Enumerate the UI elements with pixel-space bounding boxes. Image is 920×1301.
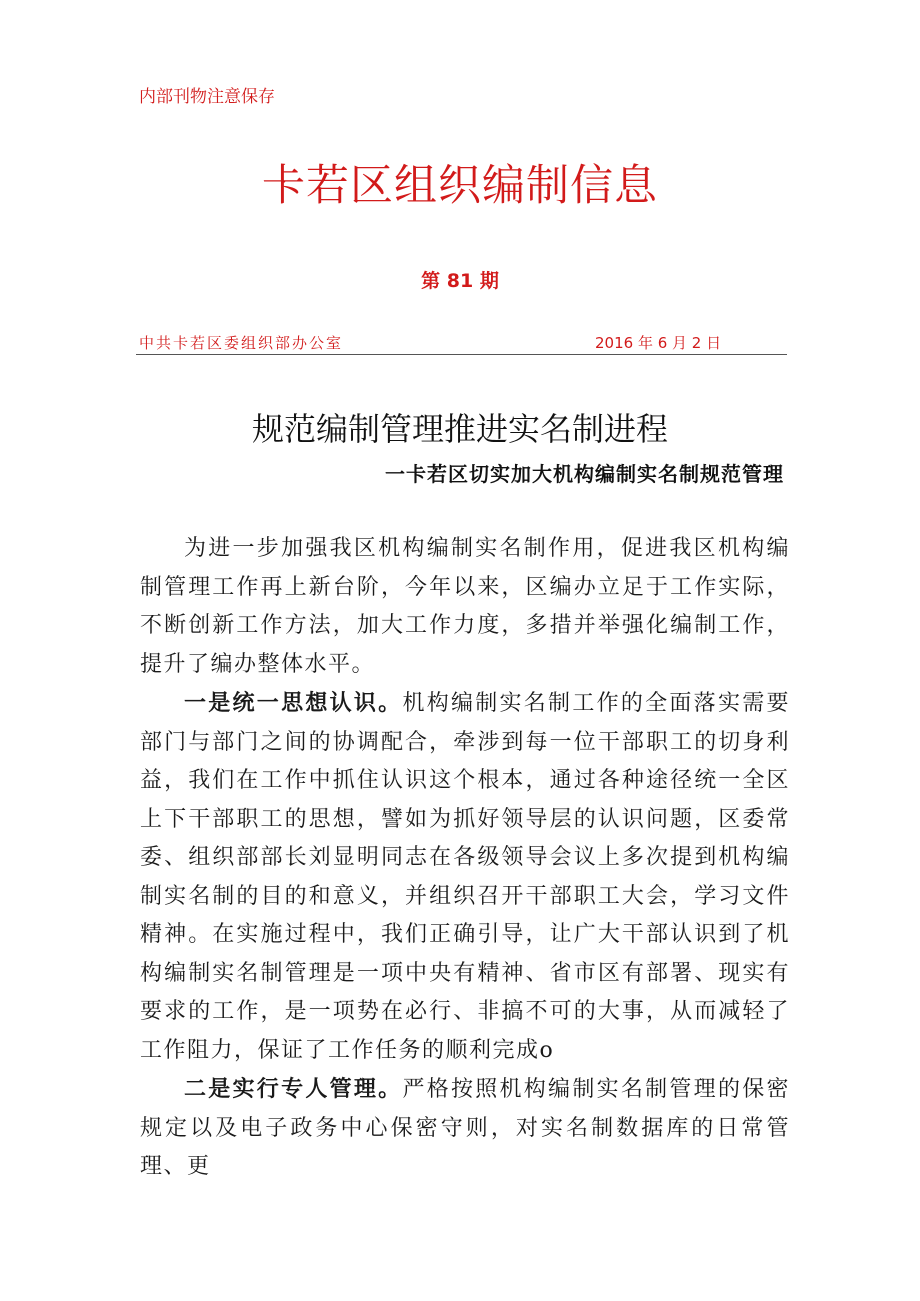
paragraph-lead: 一是统一思想认识。 bbox=[184, 690, 403, 716]
issue-number: 第 81 期 bbox=[421, 270, 499, 292]
paragraph-lead: 二是实行专人管理。 bbox=[184, 1076, 403, 1102]
article-subtitle: 一卡若区切实加大机构编制实名制规范管理 bbox=[385, 462, 784, 486]
paragraph-text: 机构编制实名制工作的全面落实需要部门与部门之间的协调配合，牵涉到每一位干部职工的切身利益，我们在工作中抓住认识这个根本，通过各种途径统一全区上下干部职工的思想，譬如为抓好领导层的认识问题，区委常委、组织部部长刘显明同志在各级领导会议上多次提到机构编制实名制的目的和意义，并组织召开干部职工大会，学习文件精神。在实施过程中，我们正确引导，让广大干部认识到了机构编制实名制管理是一项中央有精神、省市区有部署、现实有要求的工作，是一项势在必行、非搞不可的大事，从而减轻了工作阻力，保证了工作任务的顺利完成o bbox=[140, 691, 790, 1063]
masthead-title: 卡若区组织编制信息 bbox=[262, 161, 658, 211]
paragraph-point-1 bbox=[140, 684, 790, 1070]
paragraph-text: 严格按照机构编制实名制管理的保密规定以及电子政务中心保密守则，对实名制数据库的日常管理、更 bbox=[140, 1077, 790, 1179]
paragraph-text: 为进一步加强我区机构编制实名制作用，促进我区机构编制管理工作再上新台阶，今年以来，区编办立足于工作实际，不断创新工作方法，加大工作力度，多措并举强化编制工作，提升了编办整体水平。 bbox=[140, 536, 790, 677]
article-title: 规范编制管理推进实名制进程 bbox=[251, 410, 668, 448]
confidential-notice: 内部刊物注意保存 bbox=[139, 87, 275, 107]
paragraph-intro bbox=[140, 530, 790, 684]
issue-date: 2016 年 6 月 2 日 bbox=[595, 334, 722, 352]
article-body bbox=[140, 530, 790, 1187]
header-divider bbox=[136, 354, 787, 355]
paragraph-point-2 bbox=[140, 1070, 790, 1187]
issuing-office: 中共卡若区委组织部办公室 bbox=[139, 334, 344, 352]
